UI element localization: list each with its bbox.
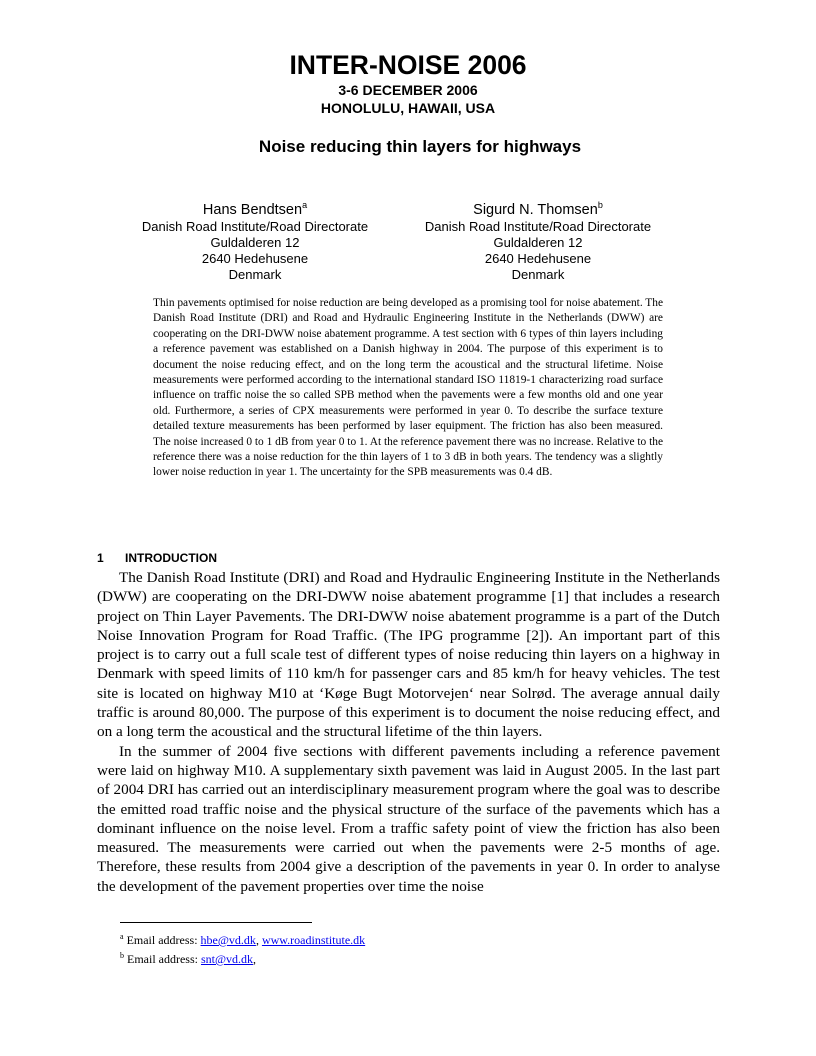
paper-title: Noise reducing thin layers for highways	[258, 137, 582, 156]
abstract: Thin pavements optimised for noise reduction are being developed as a promising tool for noise abatement. The Danish Road Institute (DRI) and Road and Hydraulic Engineering Institute in the Netherlands (DWW) are cooperating on the DRI-DWW noise abatement programme. A test section with 6 types of thin layers including a reference pavement was established on a Danish highway in 2004. The purpose of this experiment is to document the noise reducing effect, and on the long term the acoustical and the structural lifetime. Noise measurements were performed according to the international standard ISO 11819-1 characterizing road surface influence on traffic noise the so called SPB method when the pavements were a few months old and one year old. Furthermore, a series of CPX measurements were performed in year 0. To describe the surface texture detailed texture measurements has been performed by laser equipment. The friction has also been measured. The noise increased 0 to 1 dB from year 0 to 1. At the reference pavement there was no increase. Relative to the reference there was a noise reduction for the thin layers of 1 to 3 dB in both years. The tendency was a slightly lower noise reduction in year 1. The uncertainty for the SPB measurements was 0.4 dB.	[153, 297, 664, 479]
author-country: Denmark	[228, 266, 282, 282]
email-link[interactable]: hbe@vd.dk	[200, 933, 256, 947]
author-city: 2640 Hedehusene	[201, 250, 309, 266]
footnote-a: $^a$ Email address: hbe@vd.dk, www.roadinstitute.dk	[120, 932, 366, 947]
author-name: Sigurd N. Thomsen$^b$	[473, 200, 603, 218]
author-block-1	[115, 196, 395, 283]
section-heading: 1 INTRODUCTION	[97, 551, 217, 565]
author-block-2	[398, 196, 678, 283]
author-name: Hans Bendtsen$^a$	[202, 200, 308, 218]
author-country: Denmark	[511, 266, 565, 282]
email-link[interactable]: snt@vd.dk	[200, 952, 254, 966]
author-street: Guldalderen 12	[493, 234, 583, 250]
website-link[interactable]: www.roadinstitute.dk	[261, 933, 366, 947]
section-body	[97, 568, 720, 896]
conference-title: INTER-NOISE 2006	[289, 50, 527, 80]
conference-dates: 3-6 DECEMBER 2006	[338, 82, 478, 98]
footnote-b: $^b$ Email address: snt@vd.dk,	[120, 951, 257, 966]
author-affiliation: Danish Road Institute/Road Directorate	[424, 218, 652, 234]
footnote-divider	[120, 922, 312, 923]
conference-location: HONOLULU, HAWAII, USA	[320, 100, 496, 116]
paragraph: The Danish Road Institute (DRI) and Road and Hydraulic Engineering Institute in the Netherlands (DWW) are cooperating on the DRI-DWW noise abatement programme [1] that includes a research project on Thin Layer Pavements. The DRI-DWW noise abatement programme is a part of the Dutch Noise Innovation Program for Road Traffic. (The IPG programme [2]). An important part of this project is to carry out a full scale test of different types of noise reducing thin layers on a highway in Denmark with speed limits of 110 km/h for passenger cars and 85 km/h for heavy vehicles. The test site is located on highway M10 at ‘Køge Bugt Motorvejen‘ near Solrød. The average annual daily traffic is around 80,000. The purpose of this experiment is to document the noise reducing effect, and on a long term the acoustical and the structural lifetime of the thin layers.	[97, 569, 720, 741]
author-street: Guldalderen 12	[210, 234, 300, 250]
author-city: 2640 Hedehusene	[484, 250, 592, 266]
author-affiliation: Danish Road Institute/Road Directorate	[141, 218, 369, 234]
paragraph: In the summer of 2004 five sections with different pavements including a reference pavement were laid on highway M10. A supplementary sixth pavement was laid in August 2005. In the last part of 2004 DRI has carried out an interdisciplinary measurement program where the goal was to describe the emitted road traffic noise and the physical structure of the surface of the pavements which has a dominant influence on the noise level. From a traffic safety point of view the friction has also been measured. The measurements were carried out when the pavements were 2-5 months of age. Therefore, these results from 2004 give a description of the pavements in year 0. In order to analyse the development of the pavement properties over time the noise	[97, 742, 720, 895]
footnotes	[120, 929, 365, 967]
